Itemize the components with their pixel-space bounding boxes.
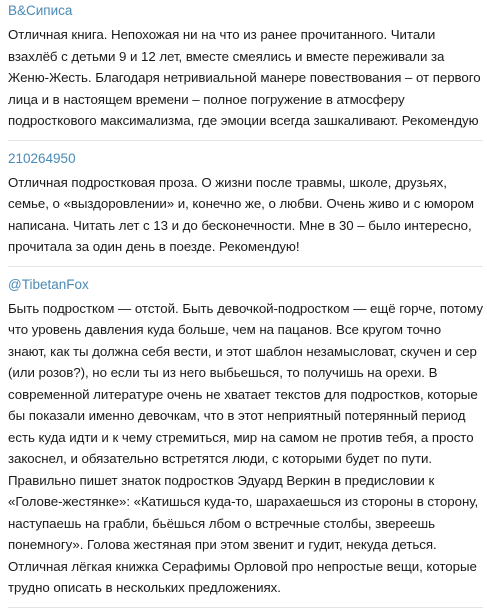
reviews-list [0,2,487,608]
review-item [8,141,483,267]
review-author-link[interactable]: @TibetanFox [8,276,89,292]
review-text: Отличная подростковая проза. О жизни после травмы, школе, друзьях, семье, о «выздоровлении» и, конечно же, о любви. Очень живо и с юмором написана. Читать лет с 13 и до бесконечности. Мне в 30 – было интересно, прочитала за один день в поезде. Рекомендую! [8,174,474,254]
review-text: Отличная книга. Непохожая ни на что из ранее прочитанного. Читали взахлёб с детьми 9 и 12 лет, вместе смеялись и вместе переживали за Женю-Жесть. Благодаря нетривиальной манере повествования – от первого лица и в настоящем времени – полное погружение в атмосферу подросткового максимализма, где эмоции всегда зашкаливают. Рекомендую [8,27,481,128]
review-item [8,2,483,141]
review-item [8,267,483,608]
review-author-link[interactable]: B&Сиписа [8,3,73,18]
review-text: Быть подростком — отстой. Быть девочкой-подростком — ещё горче, потому что уровень давления куда больше, чем на пацанов. Все кругом точно знают, как ты должна себя вести, и этот шаблон незамысловат, скучен и сер (или розов?), но если ты из него выбьешься, то получишь на орехи. В современной литературе очень не хватает текстов для подростков, которые бы показали именно девочкам, что в этот неприятный потерянный период есть куда идти и к чему стремиться, мир на самом не против тебя, а просто закоснел, и обязательно встретятся люди, с которыми будет по пути. Правильно пишет знаток подростков Эдуард Веркин в предисловии к «Голове-жестянке»: «Катишься куда-то, шарахаешься из стороны в сторону, наступаешь на грабли, бьёшься лбом о встречные столбы, звереешь понемногу». Голова жестяная при этом звенит и гудит, некуда деться. Отличная лёгкая книжка Серафимы Орловой про непростые вещи, которые трудно описать в нескольких предложениях. [8,300,483,595]
review-author-link[interactable]: 210264950 [8,150,76,166]
